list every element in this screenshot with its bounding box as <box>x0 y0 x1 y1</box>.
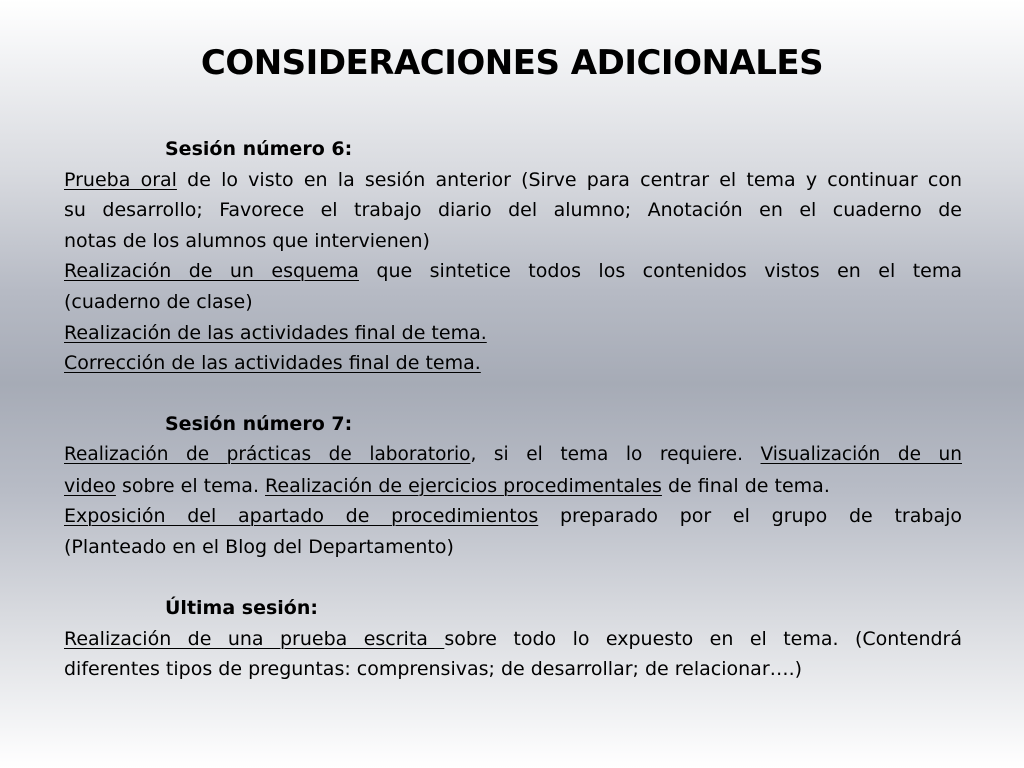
written-test-text: sobre todo lo expuesto en el tema. (Contendrá <box>444 627 962 650</box>
slide-content <box>64 134 962 685</box>
last-session-item-1-line-2: diferentes tipos de preguntas: comprensivas; de desarrollar; de relacionar….) <box>64 658 803 681</box>
session-7-item-1-line-1 <box>64 440 962 471</box>
written-test-label: Realización de una prueba escrita <box>64 627 445 650</box>
last-session-heading: Última sesión: <box>165 596 318 619</box>
oral-test-label: Prueba oral <box>64 168 177 191</box>
session-6-item-3 <box>64 318 962 349</box>
lab-practice-label: Realización de prácticas de laboratorio <box>64 443 471 465</box>
session-7-item-2-line-1 <box>64 501 962 532</box>
last-session-item-1-line-1 <box>64 624 962 655</box>
outline-label: Realización de un esquema <box>64 260 359 283</box>
session-7-item-2-line-2: (Planteado en el Blog del Departamento) <box>64 535 454 558</box>
session-6-item-1-line-1 <box>64 165 962 196</box>
video-label-part-1: Visualización de un <box>760 443 962 465</box>
exercises-text: de final de tema. <box>661 474 830 497</box>
presentation-label: Exposición del apartado de procedimientos <box>64 505 539 528</box>
session-6-item-4 <box>64 348 962 379</box>
session-6-item-2-line-1 <box>64 256 962 287</box>
exercises-label: Realización de ejercicios procedimentales <box>265 474 662 497</box>
video-text: sobre el tema. <box>115 474 266 497</box>
slide-title: CONSIDERACIONES ADICIONALES <box>200 43 824 83</box>
outline-text: que sintetice todos los contenidos vistos en el tema <box>358 260 962 283</box>
spacer <box>64 562 962 593</box>
session-6-item-2-line-2: (cuaderno de clase) <box>64 290 253 313</box>
presentation-text: preparado por el grupo de trabajo <box>538 505 962 528</box>
session-7-item-1-line-2 <box>64 471 962 502</box>
lab-practice-text: , si el tema lo requiere. <box>470 443 761 465</box>
spacer <box>64 379 962 410</box>
correction-label: Corrección de las actividades final de tema. <box>64 352 481 375</box>
activities-label: Realización de las actividades final de tema. <box>64 321 487 344</box>
session-7-heading: Sesión número 7: <box>165 413 353 436</box>
video-label-part-2: video <box>64 474 116 497</box>
session-6-item-1-line-2: su desarrollo; Favorece el trabajo diario del alumno; Anotación en el cuaderno de <box>64 199 962 222</box>
oral-test-text: de lo visto en la sesión anterior (Sirve para centrar el tema y continuar con <box>176 168 962 191</box>
session-6-item-1-line-3: notas de los alumnos que intervienen) <box>64 229 430 252</box>
session-6-heading: Sesión número 6: <box>165 138 353 160</box>
